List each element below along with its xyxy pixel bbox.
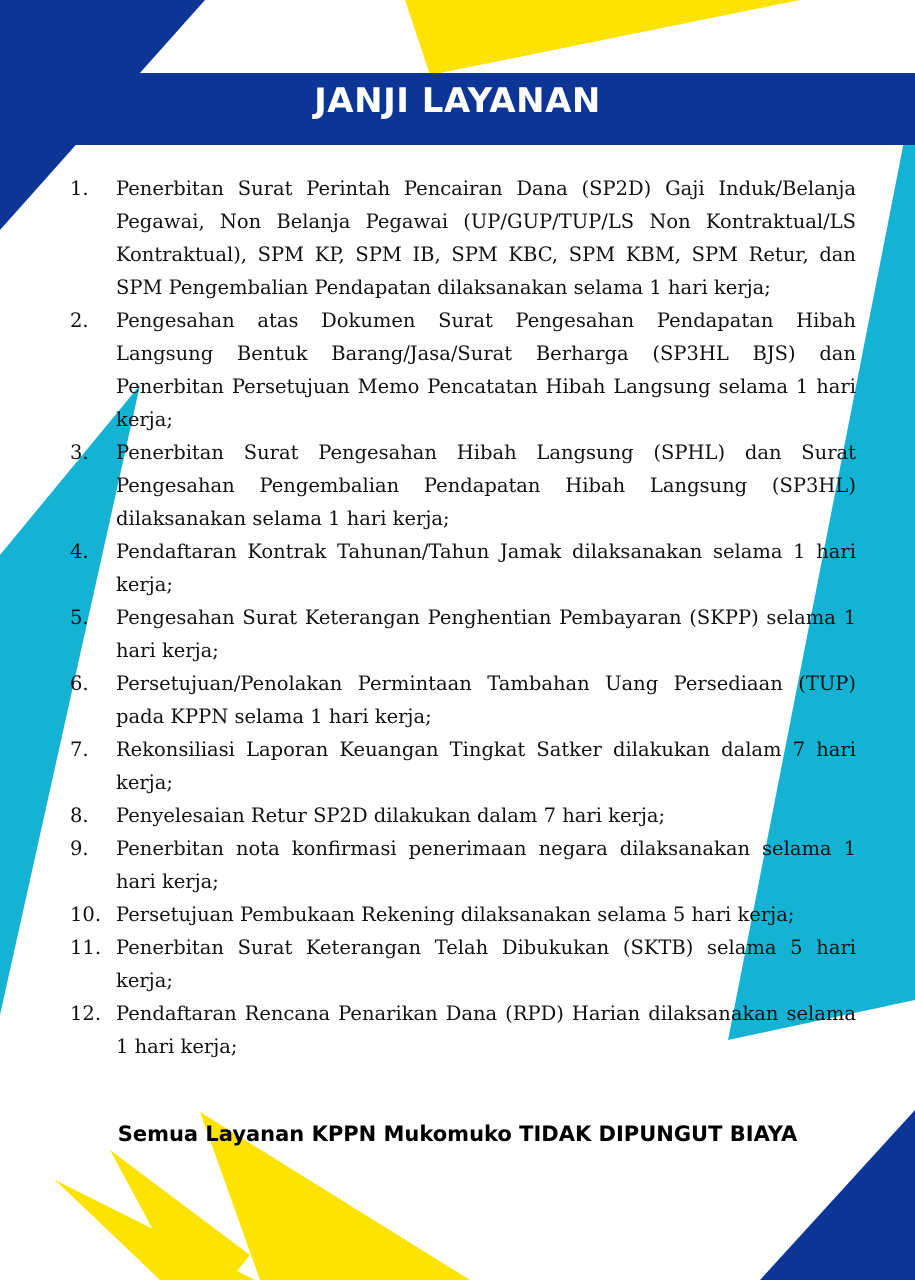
list-item xyxy=(70,304,856,436)
list-item-text: Penerbitan Surat Keterangan Telah Dibukukan (SKTB) selama 5 hari kerja; xyxy=(116,936,856,992)
list-item xyxy=(70,172,856,304)
list-item-number: 2. xyxy=(70,309,89,332)
list-item-text: Persetujuan/Penolakan Permintaan Tambahan Uang Persediaan (TUP) pada KPPN selama 1 hari kerja; xyxy=(116,672,856,728)
list-item-text: Pendaftaran Rencana Penarikan Dana (RPD) Harian dilaksanakan selama 1 hari kerja; xyxy=(116,1002,856,1058)
list-item-number: 10. xyxy=(70,903,102,926)
list-item xyxy=(70,601,856,667)
list-item xyxy=(70,832,856,898)
list-item-text: Penerbitan Surat Perintah Pencairan Dana (SP2D) Gaji Induk/Belanja Pegawai, Non Belanja Pegawai (UP/GUP/TUP/LS Non Kontraktual/LS Kontraktual), SPM KP, SPM IB, SPM KBC, SPM KBM, SPM Retur, dan SPM Pengembalian Pendapatan dilaksanakan selama 1 hari kerja; xyxy=(116,177,856,299)
list-item-text: Penyelesaian Retur SP2D dilakukan dalam 7 hari kerja; xyxy=(116,804,666,827)
list-item-number: 9. xyxy=(70,837,89,860)
list-item xyxy=(70,997,856,1063)
list-item xyxy=(70,898,856,931)
list-item-text: Penerbitan nota konfirmasi penerimaan negara dilaksanakan selama 1 hari kerja; xyxy=(116,837,856,893)
list-item-text: Pendaftaran Kontrak Tahunan/Tahun Jamak dilaksanakan selama 1 hari kerja; xyxy=(116,540,856,596)
list-item xyxy=(70,436,856,535)
title-banner xyxy=(0,73,915,145)
yellow-shape-top xyxy=(405,0,800,75)
list-item-text: Penerbitan Surat Pengesahan Hibah Langsung (SPHL) dan Surat Pengesahan Pengembalian Pendapatan Hibah Langsung (SP3HL) dilaksanakan selama 1 hari kerja; xyxy=(116,441,856,530)
list-item xyxy=(70,667,856,733)
list-item xyxy=(70,733,856,799)
list-item-number: 5. xyxy=(70,606,89,629)
list-item-text: Rekonsiliasi Laporan Keuangan Tingkat Satker dilakukan dalam 7 hari kerja; xyxy=(116,738,856,794)
page-title: JANJI LAYANAN xyxy=(314,81,601,121)
list-item-number: 11. xyxy=(70,936,102,959)
list-item-text: Persetujuan Pembukaan Rekening dilaksanakan selama 5 hari kerja; xyxy=(116,903,795,926)
service-commitment-list xyxy=(70,172,856,1063)
list-item-number: 7. xyxy=(70,738,89,761)
list-item xyxy=(70,535,856,601)
footer-statement: Semua Layanan KPPN Mukomuko TIDAK DIPUNGUT BIAYA xyxy=(117,1122,798,1146)
list-item-number: 8. xyxy=(70,804,89,827)
list-item-number: 4. xyxy=(70,540,89,563)
list-item-text: Pengesahan Surat Keterangan Penghentian Pembayaran (SKPP) selama 1 hari kerja; xyxy=(116,606,856,662)
list-item-number: 1. xyxy=(70,177,89,200)
list-item-number: 3. xyxy=(70,441,89,464)
list-item-number: 12. xyxy=(70,1002,102,1025)
list-item-number: 6. xyxy=(70,672,89,695)
list-item xyxy=(70,799,856,832)
list-item-text: Pengesahan atas Dokumen Surat Pengesahan Pendapatan Hibah Langsung Bentuk Barang/Jasa/Surat Berharga (SP3HL BJS) dan Penerbitan Persetujuan Memo Pencatatan Hibah Langsung selama 1 hari kerja; xyxy=(116,309,856,431)
list-item xyxy=(70,931,856,997)
